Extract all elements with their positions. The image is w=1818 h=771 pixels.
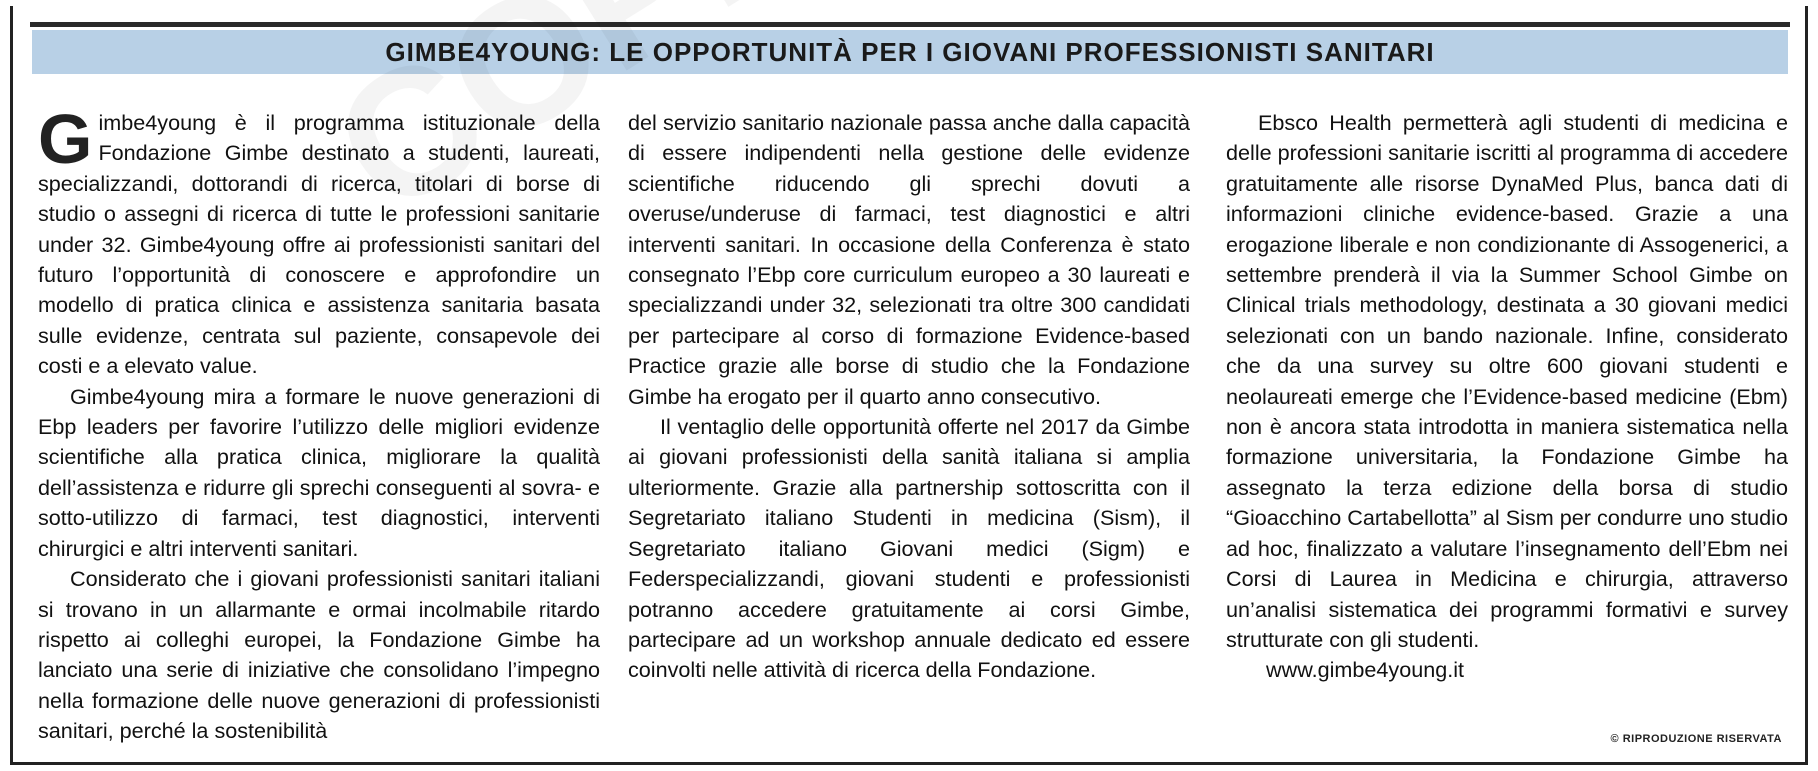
top-rule [30,22,1790,27]
column-1 [38,100,600,747]
paragraph [38,100,600,382]
title-banner [32,30,1788,74]
paragraph-text: imbe4young è il programma istituzionale della Fondazione Gimbe destinato a studenti, laureati, specializzandi, dottorandi di ricerca, titolari di borse di studio o assegni di ricerca di tutte le professioni sanitarie under 32. Gimbe4young offre ai professionisti sanitari del futuro l’opportunità di conoscere e approfondire un modello di pratica clinica e assistenza sanitaria basata sulle evidenze, centrata sul paziente, consapevole dei costi e a elevato value. [38,110,600,379]
website-link[interactable]: www.gimbe4young.it [1266,657,1465,683]
article-title: GIMBE4YOUNG: LE OPPORTUNITÀ PER I GIOVANI PROFESSIONISTI SANITARI [385,36,1435,67]
column-2 [628,108,1190,686]
column-3 [1226,108,1788,686]
dropcap: G [38,100,93,178]
paragraph: Ebsco Health permetterà agli studenti di medicina e delle professioni sanitarie iscritti al programma di accedere gratuitamente alle risorse DynaMed Plus, banca dati di informazioni cliniche evidence-based. Grazie a una erogazione liberale e non condizionante di Assogenerici, a settembre prenderà il via la Summer School Gimbe on Clinical trials methodology, destinata a 30 giovani medici selezionati con un bando nazionale. Infine, considerato che da una survey su oltre 600 giovani studenti e neolaureati emerge che l’Evidence-based medicine (Ebm) non è ancora stata introdotta in maniera sistematica nella formazione universitaria, la Fondazione Gimbe ha assegnato la terza edizione della borsa di studio “Gioacchino Cartabellotta” al Sism per condurre uno studio ad hoc, finalizzato a valutare l’insegnamento dell’Ebm nei Corsi di Laurea in Medicina e chirurgia, attraverso un’analisi sistematica dei programmi formativi e survey strutturate con gli studenti. [1226,110,1788,652]
paragraph: del servizio sanitario nazionale passa anche dalla capacità di essere indipendenti nella gestione delle evidenze scientifiche riducendo gli sprechi dovuti a overuse/underuse di farmaci, test diagnostici e altri interventi sanitari. In occasione della Conferenza è stato consegnato l’Ebp core curriculum europeo a 30 laureati e specializzandi under 32, selezionati tra oltre 300 candidati per partecipare al corso di formazione Evidence-based Practice grazie alle borse di studio che la Fondazione Gimbe ha erogato per il quarto anno consecutivo. [628,110,1190,409]
paragraph: Gimbe4young mira a formare le nuove generazioni di Ebp leaders per favorire l’utilizzo delle migliori evidenze scientifiche alla pratica clinica, migliorare la qualità dell’assistenza e ridurre gli sprechi conseguenti al sovra- e sotto-utilizzo di farmaci, test diagnostici, interventi chirurgici e altri interventi sanitari. [38,383,600,561]
copyright-notice: © RIPRODUZIONE RISERVATA [1610,733,1782,745]
paragraph: Il ventaglio delle opportunità offerte nel 2017 da Gimbe ai giovani professionisti della sanità italiana si amplia ulteriormente. Grazie alla partnership sottoscritta con il Segretariato italiano Studenti in medicina (Sism), il Segretariato italiano Giovani medici (Sigm) e Federspecializzandi, giovani studenti e professionisti potranno accedere gratuitamente ai corsi Gimbe, partecipare ad un workshop annuale dedicato ed essere coinvolti nelle attività di ricerca della Fondazione. [628,414,1190,683]
paragraph: Considerato che i giovani professionisti sanitari italiani si trovano in un allarmante e ormai incolmabile ritardo rispetto ai colleghi europei, la Fondazione Gimbe ha lanciato una serie di iniziative che consolidano l’impegno nella formazione delle nuove generazioni di professionisti sanitari, perché la sostenibilità [38,566,600,744]
article-body [38,100,1788,748]
